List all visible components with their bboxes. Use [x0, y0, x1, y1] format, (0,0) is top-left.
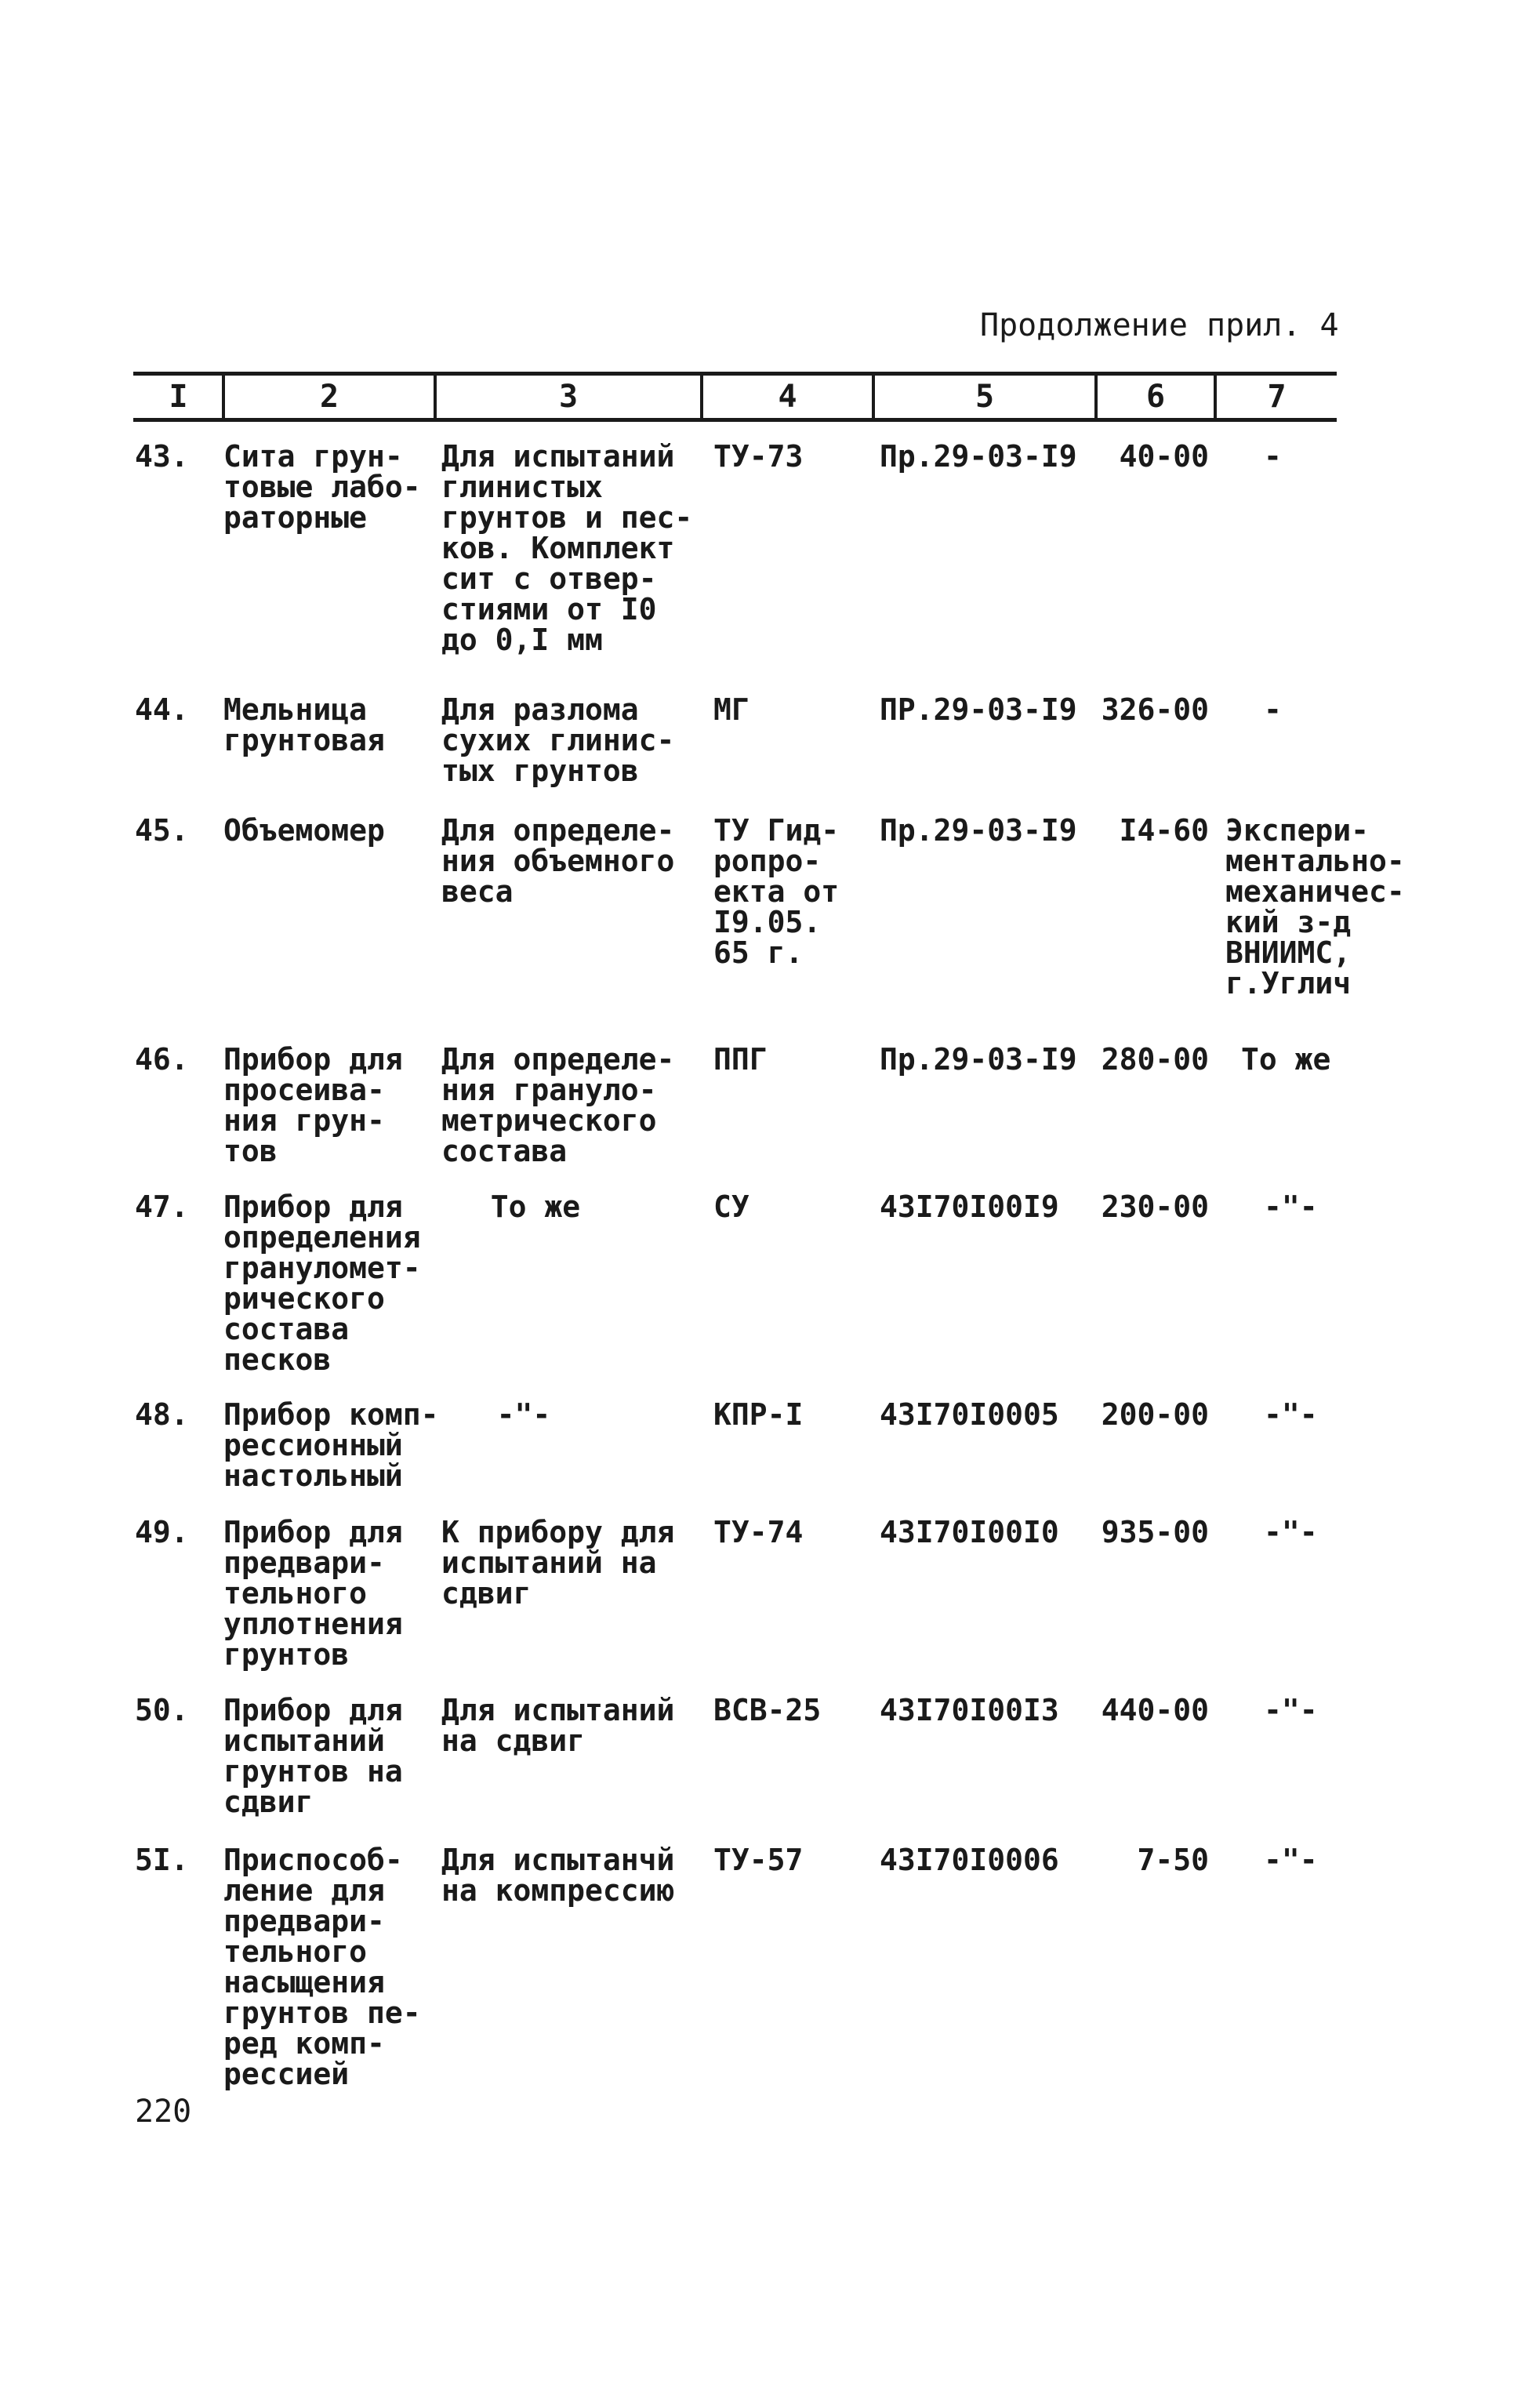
- item-code: 43I70I0006: [880, 1843, 1059, 1877]
- column-header-2: 2: [319, 379, 339, 415]
- item-type: ТУ-73: [713, 439, 804, 474]
- item-purpose: Для испытанчй на компрессию: [441, 1843, 675, 1908]
- row-number: 43.: [135, 439, 189, 474]
- item-maker: -"-: [1264, 1693, 1318, 1727]
- item-code: ПР.29-03-I9: [880, 692, 1077, 727]
- item-maker: -: [1264, 692, 1282, 727]
- item-price: 440-00: [1101, 1693, 1209, 1727]
- item-purpose: Для определе- ния грануло- метрического состава: [441, 1042, 675, 1168]
- item-maker: -"-: [1264, 1397, 1318, 1432]
- column-header-7: 7: [1267, 379, 1287, 415]
- page-number: 220: [135, 2094, 192, 2130]
- item-code: 43I70I00I0: [880, 1515, 1059, 1549]
- item-purpose: Для разлома сухих глинис- тых грунтов: [441, 692, 675, 788]
- item-name: Прибор для испытаний грунтов на сдвиг: [223, 1693, 403, 1819]
- item-type: ВСВ-25: [713, 1693, 822, 1727]
- item-price: 326-00: [1101, 692, 1209, 727]
- row-number: 5I.: [135, 1843, 189, 1877]
- item-purpose: Для испытаний глинистых грунтов и пес- ков. Комплект сит с отвер- стиями от I0 до 0,I мм: [441, 439, 693, 657]
- item-price: 200-00: [1101, 1397, 1209, 1432]
- item-price: I4-60: [1119, 813, 1209, 848]
- item-price: 280-00: [1101, 1042, 1209, 1077]
- item-name: Прибор для предвари- тельного уплотнения грунтов: [223, 1515, 403, 1672]
- item-type: СУ: [713, 1189, 749, 1224]
- item-code: 43I70I00I3: [880, 1693, 1059, 1727]
- row-number: 45.: [135, 813, 189, 848]
- item-type: МГ: [713, 692, 749, 727]
- item-code: 43I70I0005: [880, 1397, 1059, 1432]
- row-number: 44.: [135, 692, 189, 727]
- item-purpose: К прибору для испытаний на сдвиг: [441, 1515, 675, 1611]
- row-number: 50.: [135, 1693, 189, 1727]
- table-top-rule: [133, 372, 1337, 376]
- continuation-note: Продолжение прил. 4: [980, 307, 1339, 343]
- table-header-bottom-rule: [133, 418, 1337, 422]
- item-type: ППГ: [713, 1042, 768, 1077]
- item-type: ТУ-74: [713, 1515, 804, 1549]
- item-purpose: Для испытаний на сдвиг: [441, 1693, 675, 1758]
- item-code: Пр.29-03-I9: [880, 1042, 1077, 1077]
- item-maker: Экспери- ментально- механичес- кий з-д ВНИИМС, г.Углич: [1225, 813, 1405, 1001]
- column-header-3: 3: [558, 379, 579, 415]
- item-type: ТУ-57: [713, 1843, 804, 1877]
- item-code: Пр.29-03-I9: [880, 439, 1077, 474]
- column-header-4: 4: [778, 379, 797, 415]
- item-name: Сита грун- товые лабо- раторные: [223, 439, 421, 535]
- column-header-6: 6: [1145, 379, 1166, 415]
- item-maker: То же: [1241, 1042, 1331, 1077]
- row-number: 48.: [135, 1397, 189, 1432]
- item-code: Пр.29-03-I9: [880, 813, 1077, 848]
- item-name: Объемомер: [223, 813, 385, 848]
- item-name: Прибор комп- рессионный настольный: [223, 1397, 439, 1493]
- row-number: 47.: [135, 1189, 189, 1224]
- item-name: Приспособ- ление для предвари- тельного насыщения грунтов пе- ред комп- рессией: [223, 1843, 421, 2091]
- column-header-5: 5: [975, 379, 995, 415]
- item-name: Мельница грунтовая: [223, 692, 385, 757]
- item-price: 230-00: [1101, 1189, 1209, 1224]
- item-price: 935-00: [1101, 1515, 1209, 1549]
- item-code: 43I70I00I9: [880, 1189, 1059, 1224]
- item-maker: -"-: [1264, 1189, 1318, 1224]
- item-type: ТУ Гид- ропро- екта от I9.05. 65 г.: [713, 813, 840, 970]
- item-price: 7-50: [1137, 1843, 1209, 1877]
- column-header-1: I: [169, 379, 188, 415]
- item-purpose: Для определе- ния объемного веса: [441, 813, 675, 909]
- item-purpose: -"-: [496, 1397, 551, 1432]
- row-number: 46.: [135, 1042, 189, 1077]
- item-maker: -: [1264, 439, 1282, 474]
- item-purpose: То же: [490, 1189, 581, 1224]
- item-name: Прибор для определения грануломет- рического состава песков: [223, 1189, 421, 1377]
- item-price: 40-00: [1119, 439, 1209, 474]
- item-name: Прибор для просеива- ния грун- тов: [223, 1042, 403, 1168]
- item-maker: -"-: [1264, 1843, 1318, 1877]
- row-number: 49.: [135, 1515, 189, 1549]
- item-type: КПР-I: [713, 1397, 804, 1432]
- item-maker: -"-: [1264, 1515, 1318, 1549]
